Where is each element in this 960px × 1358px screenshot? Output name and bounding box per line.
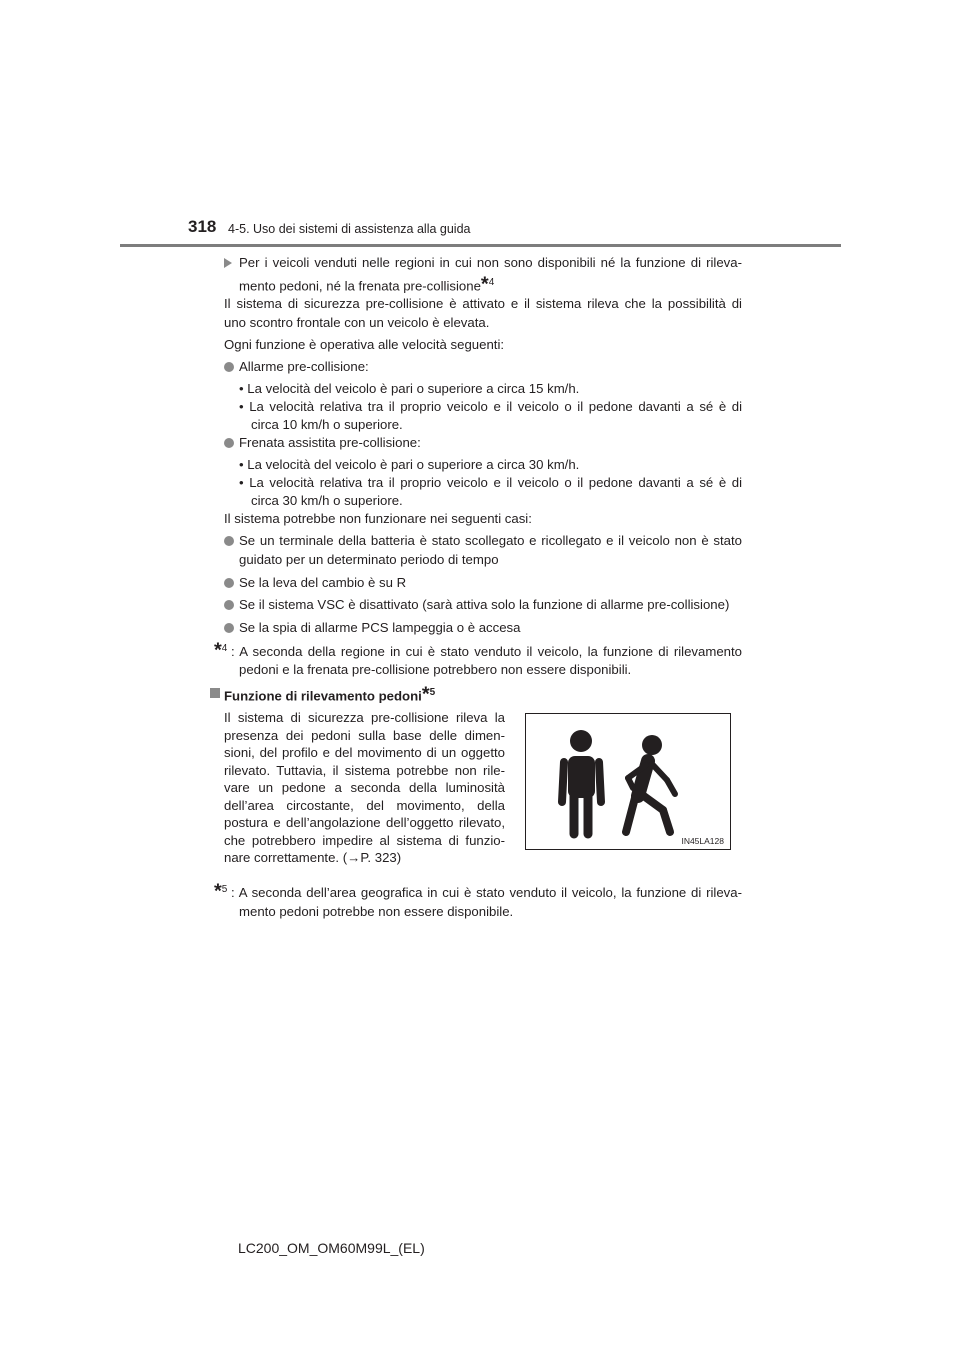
intro-line-1: Per i veicoli venduti nelle regioni in cui non sono disponibili né la funzione di rileva- <box>239 255 742 270</box>
pedestrian-line-2: presenza dei pedoni sulla base delle dimen- <box>224 727 505 743</box>
footnote-5-line-1: : A seconda dell’area geografica in cui è stato venduto il veicolo, la funzione di rileva- <box>231 885 742 900</box>
circle-bullet-icon <box>224 362 234 372</box>
intro-line-2 <box>239 274 494 295</box>
header-divider <box>120 244 841 247</box>
para1-line-1: Il sistema di sicurezza pre-collisione è attivato e il sistema rileva che la possibilità di <box>224 296 742 311</box>
standing-person-icon <box>562 730 601 834</box>
case-1-line-2: guidato per un determinato periodo di tempo <box>239 552 499 567</box>
document-code: LC200_OM_OM60M99L_(EL) <box>238 1240 425 1256</box>
braking-item-2-line-1: • La velocità relativa tra il proprio veicolo e il veicolo o il pedone davanti a sé è di <box>239 475 742 490</box>
circle-bullet-icon <box>224 536 234 546</box>
warning-item-2-line-1: • La velocità relativa tra il proprio veicolo e il veicolo o il pedone davanti a sé è di <box>239 399 742 414</box>
case-4: Se la spia di allarme PCS lampeggia o è accesa <box>239 620 521 635</box>
page-number: 318 <box>188 217 217 236</box>
circle-bullet-icon <box>224 578 234 588</box>
case-3: Se il sistema VSC è disattivato (sarà attiva solo la funzione di allarme pre-collisione) <box>239 597 730 612</box>
triangle-bullet-icon <box>224 258 232 268</box>
pedestrian-line-9: nare correttamente. (→P. 323) <box>224 850 402 865</box>
footnote-number-4: 4 <box>488 277 495 288</box>
circle-bullet-icon <box>224 600 234 610</box>
pedestrian-line-1: Il sistema di sicurezza pre-collisione rileva la <box>224 710 505 725</box>
footnote-4-line-1: : A seconda della regione in cui è stato venduto il veicolo, la funzione di rilevamento <box>231 644 742 659</box>
pedestrian-paragraph <box>224 709 505 867</box>
circle-bullet-icon <box>224 623 234 633</box>
braking-item-1: • La velocità del veicolo è pari o superiore a circa 30 km/h. <box>239 457 580 472</box>
footnote-marker-4: * <box>480 273 489 296</box>
circle-bullet-icon <box>224 438 234 448</box>
warning-title: Allarme pre-collisione: <box>239 359 369 374</box>
para2: Ogni funzione è operativa alle velocità seguenti: <box>224 337 505 352</box>
pedestrian-heading-text: Funzione di rilevamento pedoni <box>224 688 422 704</box>
figure-code: IN45LA128 <box>681 836 724 846</box>
warning-item-2-line-2: circa 10 km/h o superiore. <box>251 417 403 432</box>
pedestrian-line-8: che potrebbero impedire al sistema di funzio- <box>224 832 505 848</box>
footnote-number-5: 5 <box>429 687 436 698</box>
footnote-4-number: 4 <box>221 643 228 654</box>
braking-item-2-line-2: circa 30 km/h o superiore. <box>251 493 403 508</box>
footnote-4-line-2: pedoni e la frenata pre-collisione potrebbero non essere disponibili. <box>239 662 632 677</box>
pedestrian-line-4: rilevato. Tuttavia, il sistema potrebbe non rile- <box>224 762 505 778</box>
case-1-line-1: Se un terminale della batteria è stato scollegato e ricollegato e il veicolo non è stato <box>239 533 742 548</box>
cases-intro: Il sistema potrebbe non funzionare nei seguenti casi: <box>224 511 532 526</box>
pedestrian-line-3: sioni, del profilo e del movimento di un oggetto <box>224 745 505 760</box>
para1-line-2: uno scontro frontale con un veicolo è elevata. <box>224 315 490 330</box>
warning-item-1: • La velocità del veicolo è pari o superiore a circa 15 km/h. <box>239 381 580 396</box>
case-2: Se la leva del cambio è su R <box>239 575 407 590</box>
pedestrian-figure <box>525 713 731 850</box>
pedestrian-figures-icon <box>526 714 730 849</box>
pedestrian-heading <box>224 684 435 705</box>
pedestrian-line-5: vare un pedone a seconda della luminosità <box>224 780 505 795</box>
braking-title: Frenata assistita pre-collisione: <box>239 435 421 450</box>
footnote-4-star: * <box>214 639 222 662</box>
footnote-5-line-2: mento pedoni potrebbe non essere disponibile. <box>239 904 514 919</box>
footnote-5-star: * <box>214 880 222 903</box>
section-title: 4-5. Uso dei sistemi di assistenza alla guida <box>228 222 471 236</box>
footnote-5-label <box>214 881 227 902</box>
footnote-4-label <box>214 640 227 661</box>
footnote-5-number: 5 <box>221 884 228 895</box>
intro-line-2-text: mento pedoni, né la frenata pre-collisione <box>239 278 481 294</box>
section-square-icon <box>210 688 220 698</box>
footnote-marker-5: * <box>421 683 430 706</box>
pedestrian-line-6: dell’area circostante, del movimento, della <box>224 797 505 813</box>
walking-person-icon <box>626 735 675 832</box>
pedestrian-line-7: postura e dell’angolazione dell’oggetto rilevato, <box>224 815 505 830</box>
